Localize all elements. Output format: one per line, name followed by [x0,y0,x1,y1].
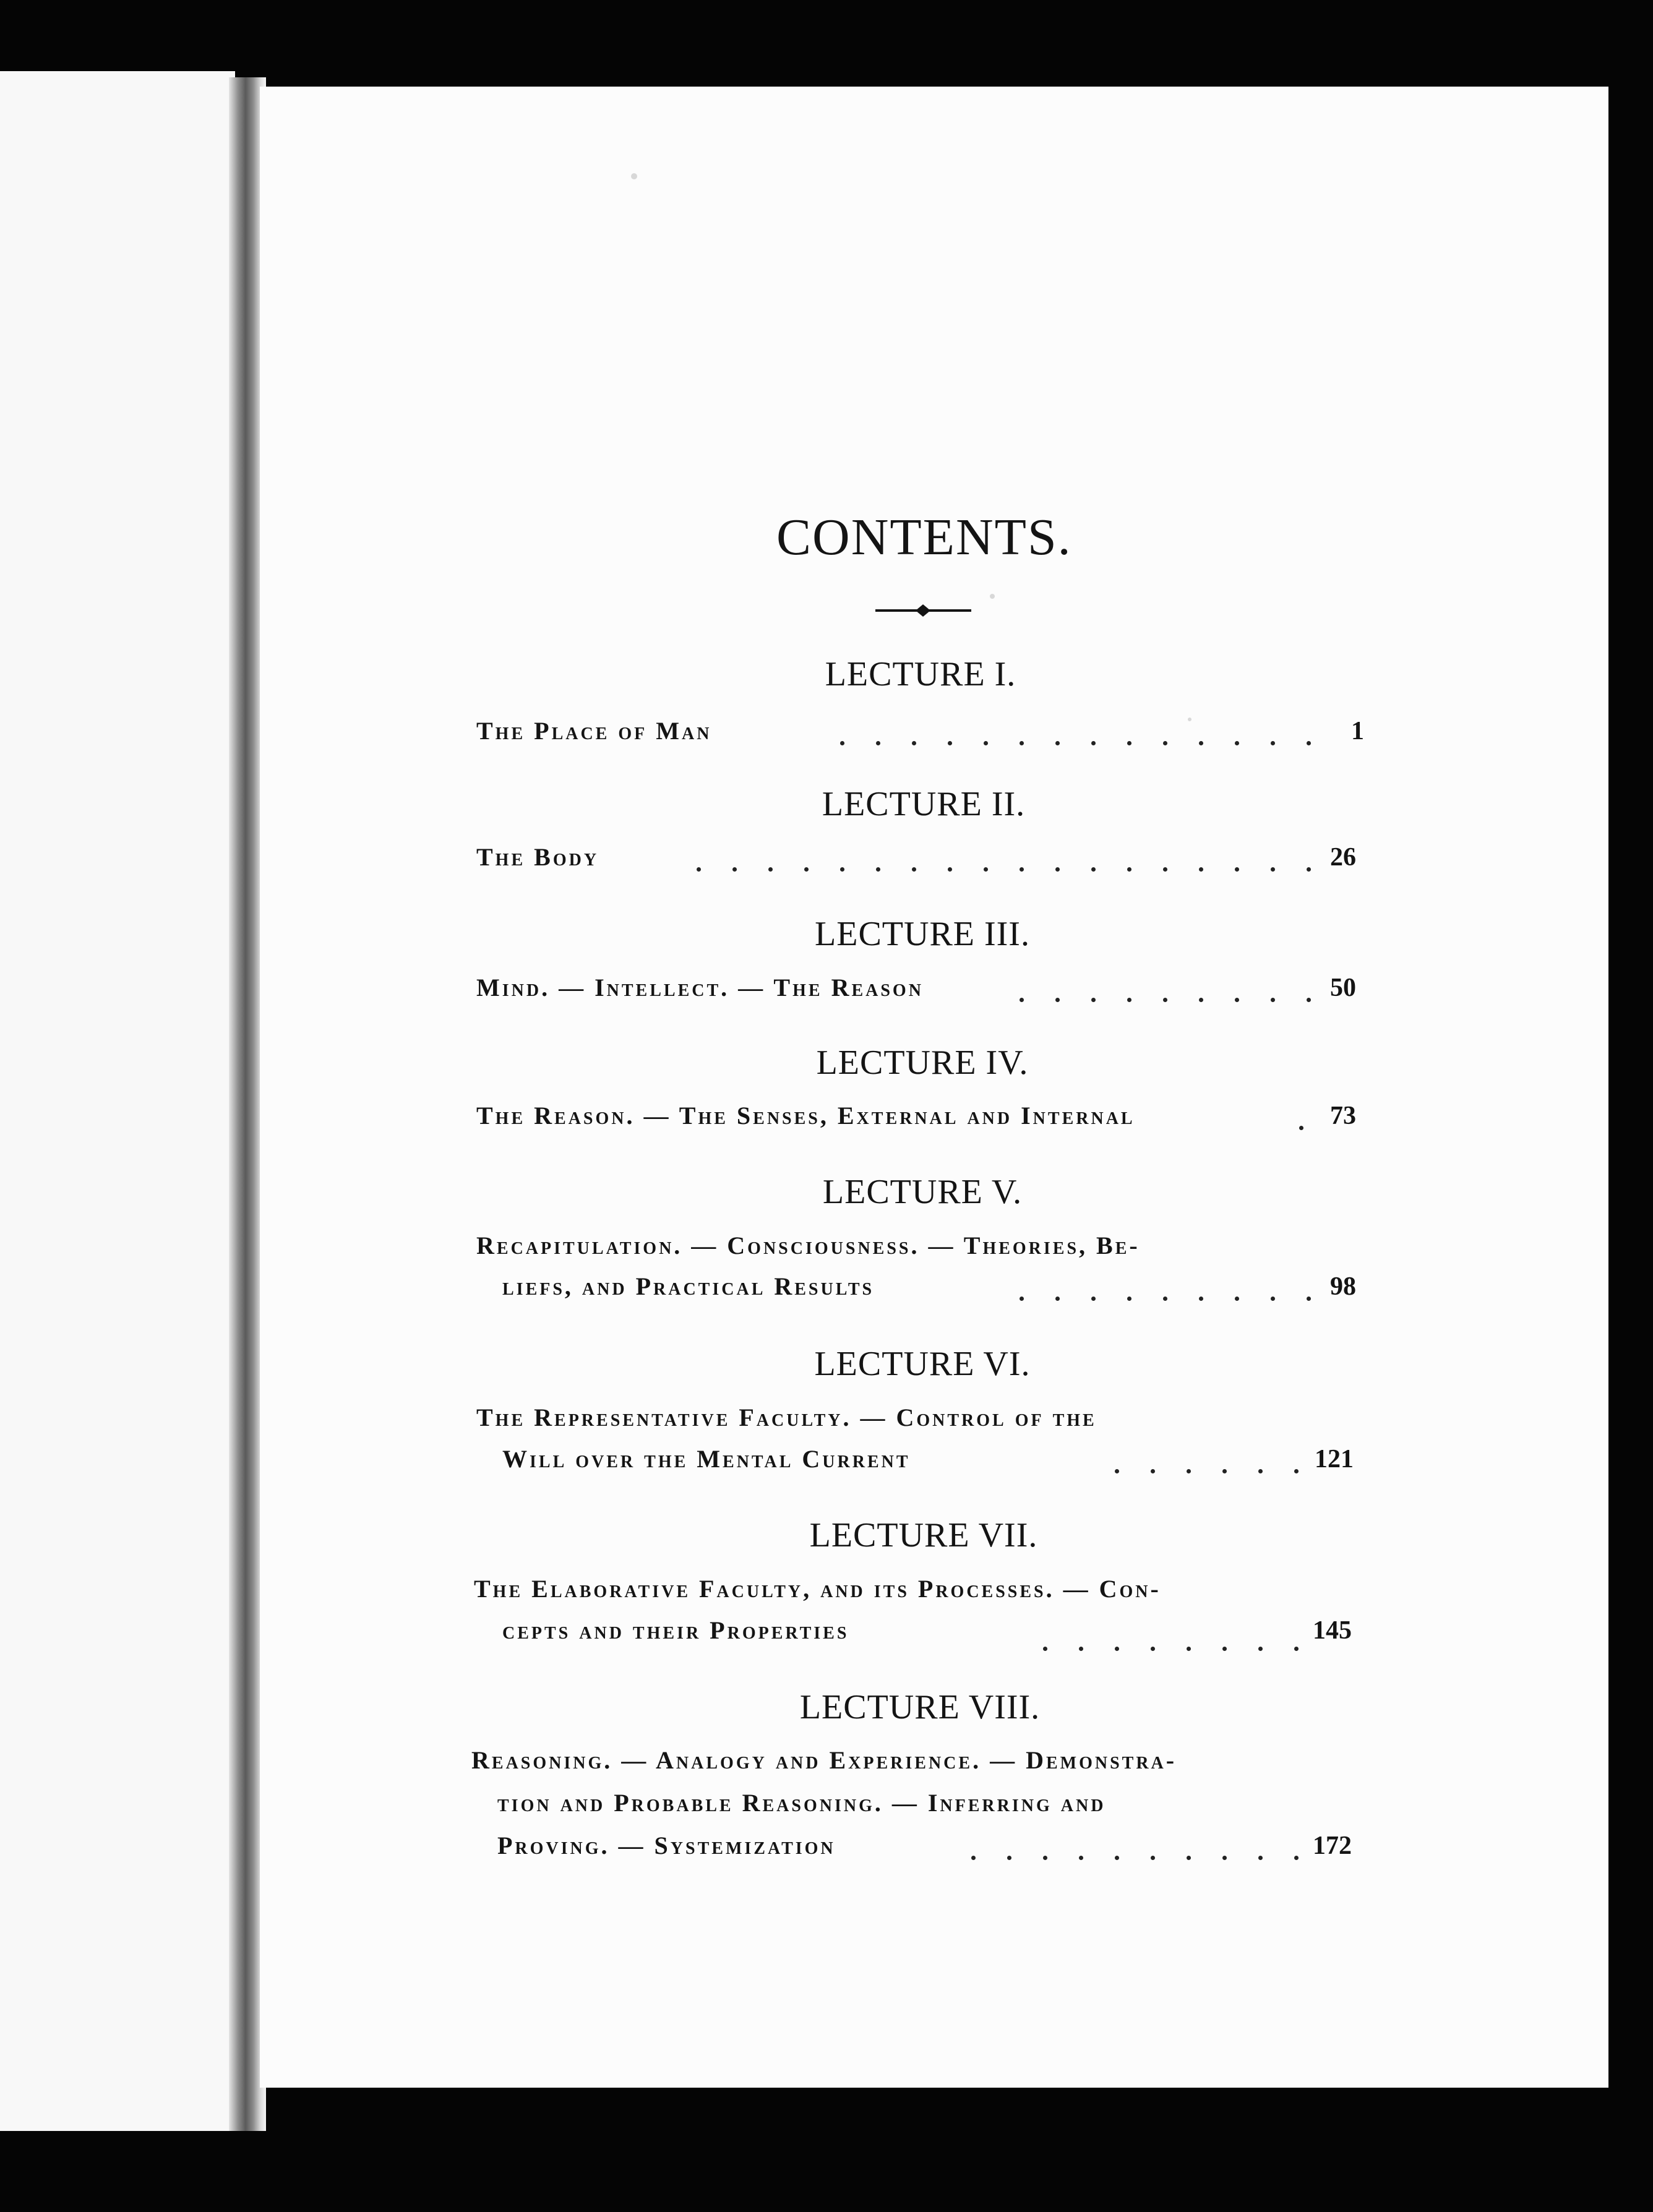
leader-dot [1187,1856,1191,1860]
leader-dot [1055,867,1060,872]
leader-dot [1235,867,1239,872]
leader-dot [1020,867,1024,872]
entry-title: cepts and their Properties [502,1616,849,1644]
leader-dot [1258,1647,1263,1651]
leader-dot [876,867,880,872]
leader-dot [1079,1647,1083,1651]
leader-dot [1294,1856,1299,1860]
leader-dot [1163,741,1167,745]
leader-dot [1151,1469,1155,1473]
leader-dot [1187,1469,1191,1473]
toc-entry-line[interactable] [0,1746,1361,1789]
entry-title: Recapitulation. — Consciousness. — Theories, Be- [476,1232,1140,1259]
toc-entry-line[interactable] [0,1788,1361,1832]
page-number: 50 [1330,974,1356,1002]
leader-dot [1020,998,1024,1002]
entry-title: The Elaborative Faculty, and its Processes. — Con- [474,1575,1161,1603]
leader-dot [1307,867,1311,872]
leader-dot [1127,1297,1131,1301]
lecture-heading: LECTURE VI. [814,1345,1031,1383]
leader-dot [1199,1297,1203,1301]
lecture-heading: LECTURE II. [822,785,1026,823]
leader-dot [1235,998,1239,1002]
entry-title: Reasoning. — Analogy and Experience. — Demonstra- [471,1746,1177,1774]
leader-dot [1222,1647,1227,1651]
toc-entry[interactable] [0,716,1364,760]
page-title: CONTENTS. [776,508,1072,566]
entry-title: The Body [476,843,599,871]
leader-dot [1020,741,1024,745]
entry-title: The Reason. — The Senses, External and Internal [476,1102,1135,1130]
leader-dot [1055,741,1060,745]
leader-dot [732,867,737,872]
leader-dot [1043,1856,1047,1860]
lecture-heading: LECTURE IV. [816,1044,1029,1082]
leader-dot [1294,1469,1299,1473]
leader-dot [1271,998,1275,1002]
leader-dot [1271,867,1275,872]
leader-dot [768,867,773,872]
leader-dot [1299,1126,1303,1130]
leader-dot [1127,741,1131,745]
leader-dot [1307,1297,1311,1301]
leader-dot [1127,998,1131,1002]
page-number: 26 [1330,843,1356,872]
toc-entry-line[interactable] [0,1444,1361,1488]
leader-dot [984,867,988,872]
page-number: 121 [1315,1445,1354,1473]
leader-dot [1222,1856,1227,1860]
page-number: 98 [1330,1272,1356,1301]
leader-dot [1007,1856,1011,1860]
toc-entry-line[interactable] [0,1574,1361,1618]
page-number: 172 [1313,1832,1352,1860]
leader-dot [912,867,916,872]
leader-dot [1115,1469,1119,1473]
leader-dot [948,741,952,745]
diamond-rule-ornament [875,603,971,618]
entry-title: The Representative Faculty. — Control of the [476,1404,1097,1431]
leader-dot [1055,998,1060,1002]
leader-dot [1151,1647,1155,1651]
leader-dot [1091,741,1096,745]
lecture-heading: LECTURE III. [815,915,1030,953]
page-number: 1 [1351,717,1364,745]
leader-dot [840,867,844,872]
leader-dot [1199,998,1203,1002]
lecture-heading: LECTURE VIII. [799,1688,1041,1726]
toc-entry-line[interactable] [0,1231,1361,1274]
leader-dot [1258,1469,1263,1473]
leader-dot [984,741,988,745]
leader-dot [948,867,952,872]
leader-dot [1258,1856,1263,1860]
leader-dot [1271,741,1275,745]
entry-title: Will over the Mental Current [502,1445,911,1473]
leader-dot [912,741,916,745]
leader-dot [971,1856,976,1860]
leader-dot [1043,1647,1047,1651]
leader-dot [1091,998,1096,1002]
leader-dot [1199,867,1203,872]
leader-dot [697,867,701,872]
leader-dot [840,741,844,745]
leader-dot [1055,1297,1060,1301]
entry-title: tion and Probable Reasoning. — Inferring and [497,1789,1106,1817]
leader-dot [1307,998,1311,1002]
toc-entry-line[interactable] [0,1403,1361,1446]
entry-title: Mind. — Intellect. — The Reason [476,974,924,1001]
leader-dot [1091,1297,1096,1301]
toc-entry-line[interactable] [0,1831,1361,1874]
leader-dot [1163,867,1167,872]
lecture-heading: LECTURE VII. [809,1516,1038,1554]
lecture-heading: LECTURE V. [822,1173,1023,1211]
leader-dot [1115,1647,1119,1651]
leader-dot [1235,741,1239,745]
leader-dot [1079,1856,1083,1860]
toc-entry[interactable] [0,1101,1361,1144]
toc-entry-line[interactable] [0,1272,1361,1315]
leader-dot [1091,867,1096,872]
leader-dot [876,741,880,745]
toc-entry[interactable] [0,842,1361,886]
toc-entry-line[interactable] [0,1616,1361,1659]
page-number: 145 [1313,1616,1352,1645]
leader-dot [1163,1297,1167,1301]
leader-dot [1271,1297,1275,1301]
entry-title: liefs, and Practical Results [502,1272,875,1300]
entry-title: Proving. — Systemization [497,1832,836,1859]
leader-dot [804,867,809,872]
leader-dot [1020,1297,1024,1301]
leader-dot [1222,1469,1227,1473]
leader-dot [1199,741,1203,745]
toc-entry[interactable] [0,973,1361,1016]
leader-dot [1294,1647,1299,1651]
leader-dot [1127,867,1131,872]
leader-dot [1115,1856,1119,1860]
leader-dot [1235,1297,1239,1301]
lecture-heading: LECTURE I. [825,655,1016,693]
leader-dot [1307,741,1311,745]
leader-dot [1187,1647,1191,1651]
page-number: 73 [1330,1102,1356,1130]
entry-title: The Place of Man [476,717,712,745]
leader-dot [1151,1856,1155,1860]
leader-dot [1163,998,1167,1002]
